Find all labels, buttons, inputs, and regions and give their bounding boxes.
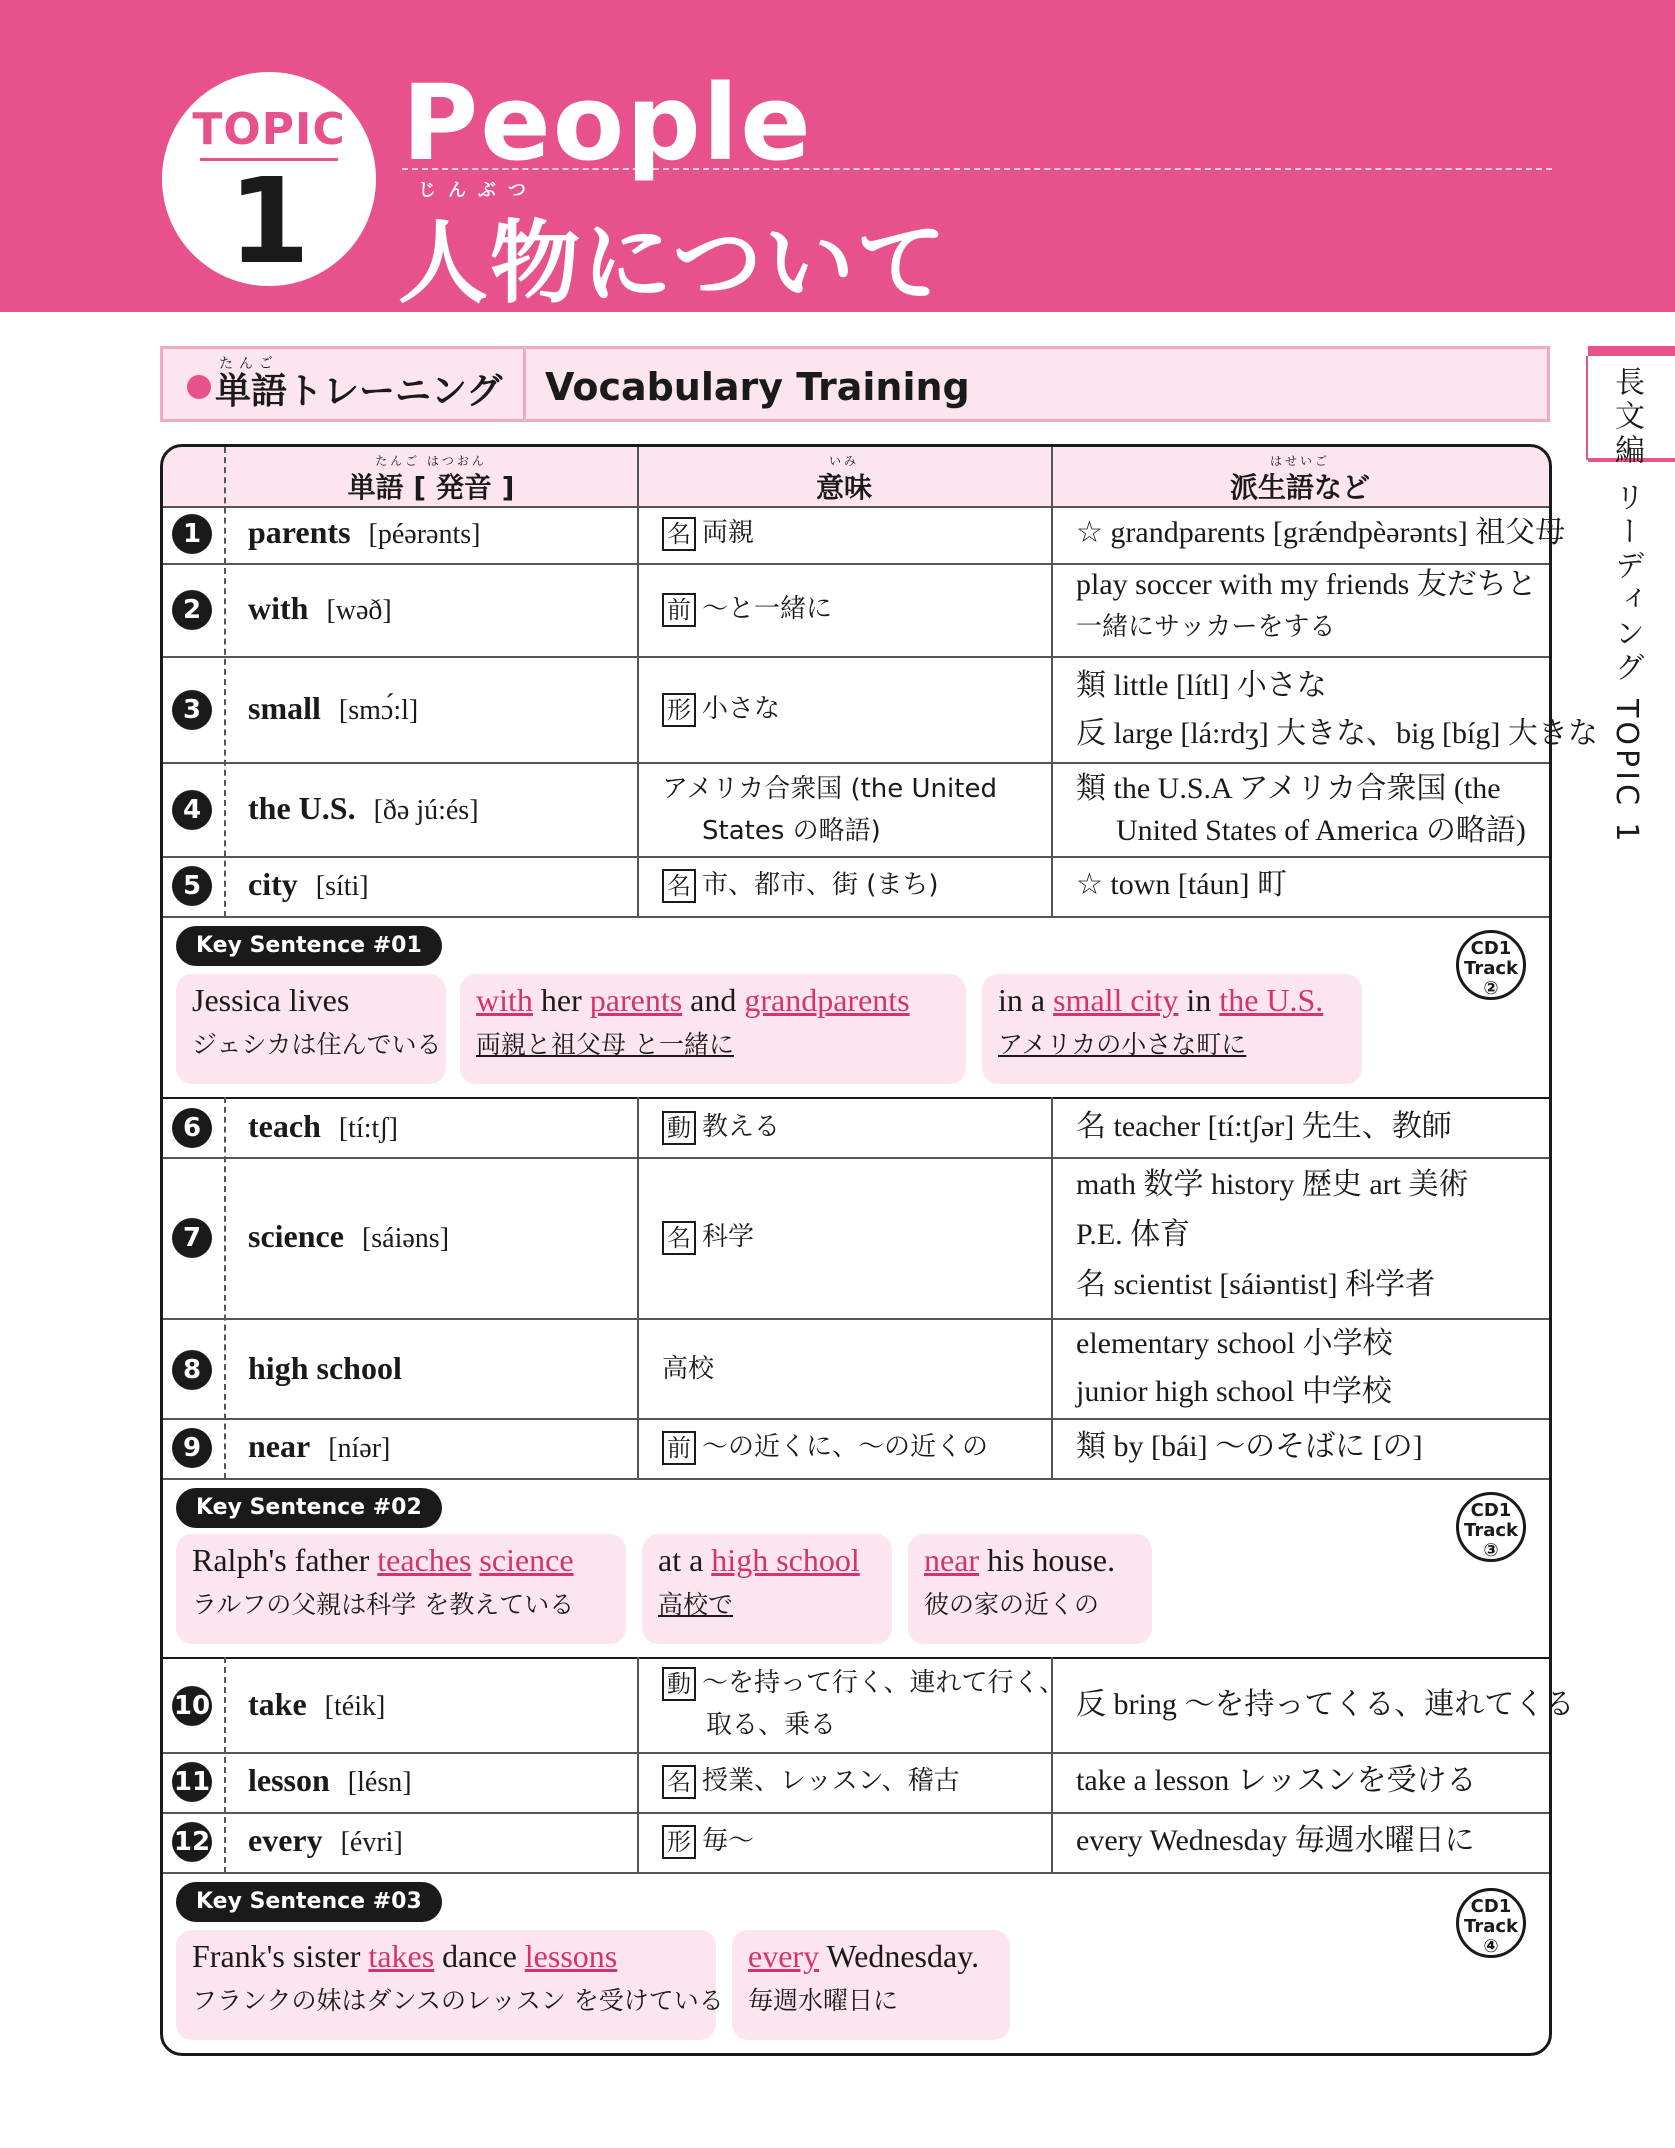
block-divider [163,1657,1549,1659]
vocab-highlight: near [924,1542,980,1578]
derivative-text: play soccer with my friends 友だちと [1076,568,1537,601]
section-title-en: Vocabulary Training [545,365,970,409]
pronunciation: [sáiəns] [361,1223,450,1254]
row-divider [163,1418,1549,1420]
vocab-word-text: parents [248,514,351,550]
column-divider [637,447,639,917]
derivative-text: 名 teacher [tí:tʃər] 先生、教師 [1076,1110,1452,1143]
meaning-text: 両親 [702,518,755,548]
chunk-english [192,1938,700,1975]
chunk-text: his house. [979,1542,1116,1578]
vocab-word-text: high school [248,1350,402,1386]
pronunciation: [téik] [324,1691,386,1722]
cd-track-label: Track [1464,1916,1518,1937]
row-divider [163,1812,1549,1814]
chunk-japanese: 彼の家の近くの [924,1590,1100,1619]
pronunciation: [wəð] [326,595,392,626]
chunk-english: Jessica lives [192,982,350,1018]
column-header-meaning-ruby: いみ [828,454,859,468]
meaning-cell [662,864,939,906]
meaning-cell [662,1662,1065,1746]
chunk-japanese: ラルフの父親は科学 を教えている [192,1590,575,1619]
page-title-ja: 人物について [398,211,949,316]
row-number: 9 [172,1428,212,1468]
pronunciation: [évri] [340,1827,403,1858]
side-tab-label: 長文編 リーディング TOPIC 1 [1609,366,1644,846]
column-header-meaning-label: 意味 [815,471,872,504]
vocab-word-text: science [248,1218,344,1254]
chunk-japanese: 高校で [658,1590,734,1619]
derivative-text: 類 by [bái] ～のそばに [の] [1076,1430,1423,1463]
sentence-chunk [176,974,446,1084]
column-header-word [226,452,636,504]
row-number: 12 [172,1822,212,1862]
pronunciation: [smɔ́:l] [338,695,419,726]
meaning-text [662,1662,1065,1704]
derivative-text: United States of America の略語) [1116,814,1526,847]
pos-tag: 動 [662,1111,696,1145]
derivative-text: 類 little [lítl] 小さな [1076,669,1327,702]
vocab-word [248,514,480,551]
meaning-text: 取る、乗る [706,1710,837,1740]
pronunciation: [síti] [315,871,369,902]
sentence-chunk [176,1534,626,1644]
meaning-text: ～の近くに、～の近くの [702,1432,989,1462]
derivative-cell [1076,768,1526,852]
chunk-text: in a [998,982,1054,1018]
vocab-highlight: small city [1053,982,1179,1018]
pos-tag: 前 [662,1431,696,1465]
meaning-cell [662,512,754,554]
vocab-word [248,1686,385,1723]
cd-track-icon[interactable] [1456,1888,1526,1958]
derivative-text: 反 large [lá:rdʒ] 大きな、big [bíg] 大きな [1076,717,1598,750]
vocab-highlight: parents [589,982,683,1018]
pronunciation: [péərənts] [368,519,481,550]
cd-track-label: Track [1464,1520,1518,1541]
meaning-text: 毎～ [702,1826,755,1856]
side-tab-top-bar [1588,346,1675,356]
chunk-text: and [682,982,745,1018]
side-tab-line [1586,356,1588,460]
pos-tag: 前 [662,593,696,627]
sentence-chunk [732,1930,1010,2040]
column-header-meaning [638,452,1050,504]
sentence-chunk [642,1534,892,1644]
row-number: 8 [172,1350,212,1390]
cd-track-number: ④ [1483,1936,1499,1957]
vocab-highlight: grandparents [744,982,910,1018]
vocab-highlight: lessons [524,1938,618,1974]
chunk-japanese: フランクの妹はダンスのレッスン を受けている [192,1986,724,2015]
cd-track-number: ③ [1483,1540,1499,1561]
meaning-text: 科学 [702,1222,755,1252]
column-header-word-label: 単語 [ 発音 ] [347,471,515,504]
section-ruby: たんご [219,356,279,372]
chunk-english [998,982,1346,1019]
row-divider [163,1872,1549,1874]
chunk-japanese: 毎週水曜日に [748,1986,899,2015]
vocab-word-text: small [248,690,321,726]
block-divider [163,1097,1549,1099]
vocab-word-text: near [248,1428,311,1464]
derivative-text: 一緒にサッカーをする [1076,612,1336,642]
derivative-cell [1076,512,1565,555]
chunk-text: Wednesday. [819,1938,980,1974]
row-number: 1 [172,514,212,554]
vocab-word [248,866,369,903]
derivative-text: ☆ grandparents [grǽndpèərənts] 祖父母 [1076,516,1566,549]
vocab-highlight: with [476,982,533,1018]
key-sentence-label: Key Sentence #02 [176,1488,442,1528]
column-header-word-ruby: たんご はつおん [375,454,487,468]
column-header-derivatives [1052,452,1548,504]
row-divider [163,856,1549,858]
row-number: 2 [172,590,212,630]
vocab-word-text: with [248,590,309,626]
row-divider [163,656,1549,658]
derivative-cell [1076,1820,1475,1863]
chunk-english [476,982,950,1019]
row-number: 10 [172,1686,212,1726]
sentence-chunk [982,974,1362,1084]
row-number: 4 [172,790,212,830]
row-number: 3 [172,690,212,730]
cd-label: CD1 [1470,1500,1512,1521]
page-title-en: People [402,62,813,184]
chunk-text: Ralph's father [192,1542,378,1578]
derivative-text: math 数学 history 歴史 art 美術 [1076,1168,1469,1201]
row-number: 7 [172,1218,212,1258]
vocab-highlight: takes [368,1938,435,1974]
cd-track-icon[interactable] [1456,930,1526,1000]
column-header-derivatives-label: 派生語など [1229,471,1370,504]
vocab-word [248,1350,402,1387]
meaning-cell [662,768,997,852]
vocab-highlight: high school [711,1542,860,1578]
row-divider [163,1157,1549,1159]
meaning-cell [662,1216,754,1258]
derivative-cell [1076,1684,1574,1727]
column-divider [224,1097,226,1479]
pos-tag: 名 [662,869,696,903]
pronunciation: [ðə jú:és] [373,795,479,826]
title-divider [402,168,1552,170]
derivative-cell [1076,662,1598,758]
chunk-japanese: 両親と祖父母 と一緒に [476,1030,734,1059]
vocab-word-text: every [248,1822,323,1858]
vocab-word [248,790,479,827]
column-divider [637,1097,639,1479]
meaning-text: 市、都市、街 (まち) [702,870,939,900]
cd-label: CD1 [1470,938,1512,959]
derivative-text: ☆ town [táun] 町 [1076,868,1288,901]
chunk-text: Frank's sister [192,1938,369,1974]
chunk-text: in [1178,982,1220,1018]
pronunciation: [níər] [328,1433,391,1464]
row-divider [163,762,1549,764]
meaning-cell [662,1106,780,1148]
chunk-text: at a [658,1542,712,1578]
chunk-japanese: ジェシカは住んでいる [192,1030,442,1059]
cd-track-label: Track [1464,958,1518,979]
meaning-cell [662,1426,988,1468]
chunk-english [748,1938,994,1975]
derivative-cell [1076,564,1537,648]
vocab-word-text: teach [248,1108,321,1144]
section-title-ja: 単語トレーニング [215,371,503,412]
vocab-word-text: take [248,1686,307,1722]
derivative-cell [1076,1160,1468,1310]
derivative-text: take a lesson レッスンを受ける [1076,1764,1477,1797]
chunk-english [924,1542,1136,1579]
vocab-highlight: teaches [377,1542,472,1578]
pos-tag: 名 [662,1765,696,1799]
meaning-cell [662,588,832,630]
row-divider [163,1478,1549,1480]
meaning-text: 高校 [662,1354,715,1384]
vocab-word [248,1218,449,1255]
chunk-english [658,1542,876,1579]
vocab-highlight: every [748,1938,820,1974]
meaning-text: 教える [702,1112,781,1142]
sentence-chunk [176,1930,724,2040]
pronunciation: [tí:tʃ] [338,1113,398,1144]
topic-word: TOPIC [192,104,346,155]
key-sentence-label: Key Sentence #01 [176,926,442,966]
pos-tag: 名 [662,517,696,551]
derivative-text: junior high school 中学校 [1076,1375,1392,1408]
derivative-text: 名 scientist [sáiəntist] 科学者 [1076,1268,1436,1301]
derivative-text: every Wednesday 毎週水曜日に [1076,1824,1475,1857]
derivative-text: 反 bring ～を持ってくる、連れてくる [1076,1688,1575,1721]
column-header-derivatives-ruby: はせいご [1269,454,1330,468]
column-divider [224,447,226,917]
vocab-word-text: lesson [248,1762,330,1798]
derivative-text: elementary school 小学校 [1076,1327,1393,1360]
meaning-text: アメリカ合衆国 (the United [662,774,997,804]
row-number: 5 [172,866,212,906]
vocab-word [248,1428,390,1465]
column-divider [1051,1097,1053,1479]
row-number: 6 [172,1108,212,1148]
pronunciation: [lésn] [347,1767,412,1798]
meaning-cell [662,688,780,730]
vocab-word [248,1762,412,1799]
derivative-text: P.E. 体育 [1076,1218,1191,1251]
vocab-word [248,1108,398,1145]
vocab-word [248,590,392,627]
key-sentence-label: Key Sentence #03 [176,1882,442,1922]
derivative-cell [1076,1426,1423,1469]
meaning-cell [662,1348,714,1390]
chunk-english [192,1542,610,1579]
row-divider [163,1752,1549,1754]
row-number: 11 [172,1762,212,1802]
page-header [0,0,1675,316]
vocab-highlight: science [479,1542,574,1578]
title-ruby: じんぶつ [418,180,538,201]
vocab-word [248,1822,403,1859]
derivative-cell [1076,1320,1393,1416]
vocab-word-text: the U.S. [248,790,356,826]
cd-track-number: ② [1483,978,1499,999]
chunk-text: dance [434,1938,525,1974]
topic-number: 1 [227,152,311,290]
pos-tag: 形 [662,693,696,727]
cd-track-icon[interactable] [1456,1492,1526,1562]
meaning-cell [662,1820,754,1862]
sentence-chunk [460,974,966,1084]
pos-tag: 動 [662,1667,696,1701]
chunk-text: her [532,982,590,1018]
vocab-word-text: city [248,866,298,902]
row-divider [163,506,1549,508]
meaning-text: 授業、レッスン、稽古 [702,1766,960,1796]
derivative-cell [1076,1760,1476,1803]
section-divider [523,349,526,419]
pos-tag: 形 [662,1825,696,1859]
meaning-text: 小さな [702,694,781,724]
section-bar [160,346,1550,422]
meaning-text-line: ～を持って行く、連れて行く、 [702,1668,1065,1698]
meaning-text: States の略語) [702,816,881,846]
vocab-word [248,690,418,727]
vocab-highlight: the U.S. [1219,982,1324,1018]
cd-label: CD1 [1470,1896,1512,1917]
row-divider [163,916,1549,918]
sentence-chunk [908,1534,1152,1644]
bullet-icon [187,375,211,399]
derivative-text: 類 the U.S.A アメリカ合衆国 (the [1076,772,1501,805]
topic-badge [162,72,376,290]
chunk-japanese: アメリカの小さな町に [998,1030,1247,1059]
meaning-text: ～と一緒に [702,594,833,624]
column-divider [1051,447,1053,917]
meaning-cell [662,1760,960,1802]
column-divider [224,1657,226,1873]
pos-tag: 名 [662,1221,696,1255]
derivative-cell [1076,864,1287,907]
column-divider [637,1657,639,1873]
derivative-cell [1076,1106,1452,1149]
